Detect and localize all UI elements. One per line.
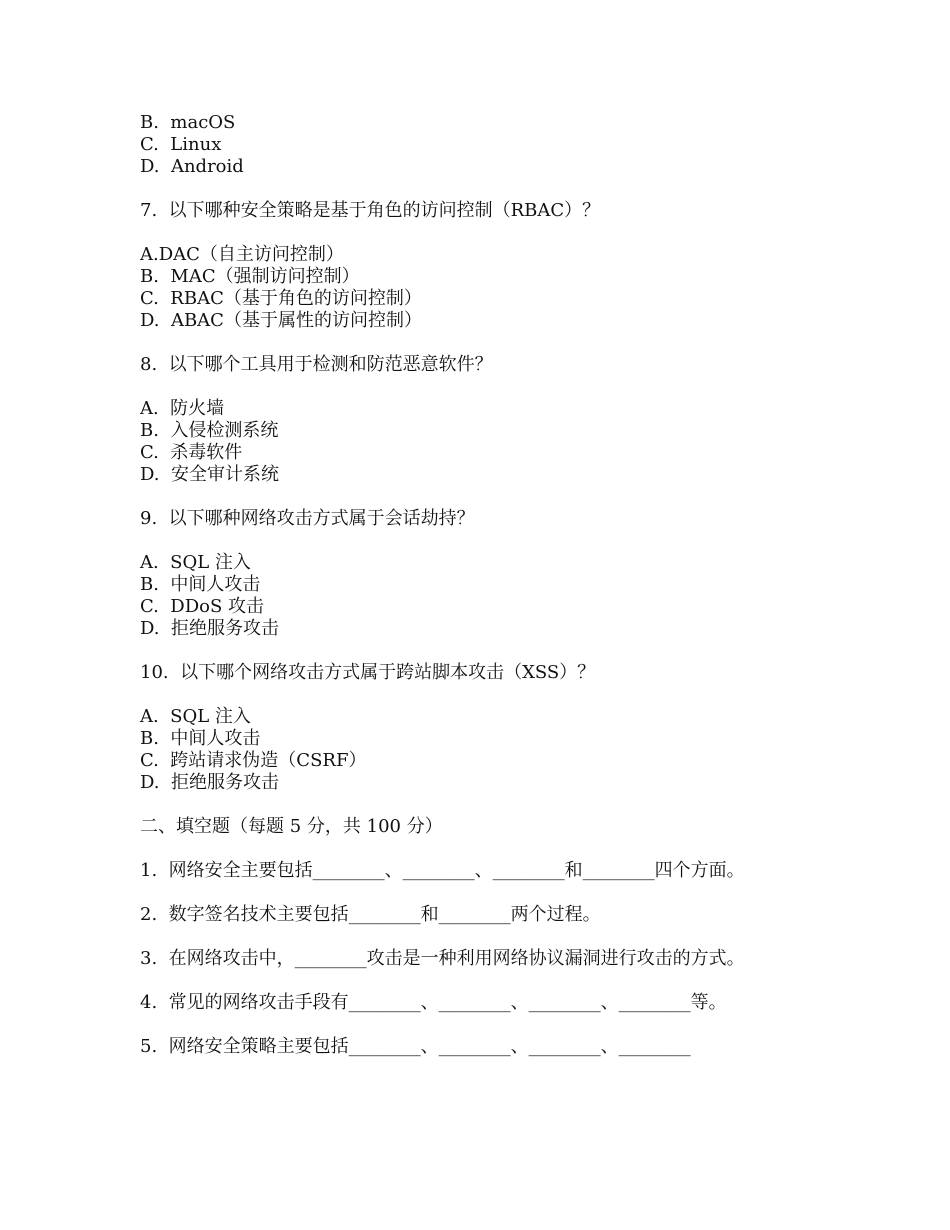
- option-a: A.DAC（自主访问控制）: [140, 244, 344, 265]
- option-b: B. macOS: [140, 112, 236, 133]
- fill-item-1: 1. 网络安全主要包括________、________、________和________四个方面。: [140, 860, 745, 881]
- fill-item-3: 3. 在网络攻击中，________攻击是一种利用网络协议漏洞进行攻击的方式。: [140, 948, 745, 969]
- exam-page: [140, 112, 810, 1058]
- option-d: D. 拒绝服务攻击: [140, 772, 279, 793]
- question-7: [140, 200, 810, 332]
- question-text: 9. 以下哪种网络攻击方式属于会话劫持？: [140, 508, 475, 529]
- option-c: C. RBAC（基于角色的访问控制）: [140, 288, 422, 309]
- option-a: A. 防火墙: [140, 398, 225, 419]
- option-b: B. 入侵检测系统: [140, 420, 279, 441]
- fill-item-5: 5. 网络安全策略主要包括________、________、________、________: [140, 1036, 691, 1057]
- option-d: D. 拒绝服务攻击: [140, 618, 279, 639]
- option-a: A. SQL 注入: [140, 552, 251, 573]
- option-c: C. Linux: [140, 134, 222, 155]
- option-c: C. 杀毒软件: [140, 442, 243, 463]
- question-9: [140, 508, 810, 640]
- question-text: 8. 以下哪个工具用于检测和防范恶意软件？: [140, 354, 493, 375]
- option-d: D. Android: [140, 156, 244, 177]
- option-a: A. SQL 注入: [140, 706, 251, 727]
- question-text: 7. 以下哪种安全策略是基于角色的访问控制（RBAC）？: [140, 200, 601, 221]
- option-c: C. DDoS 攻击: [140, 596, 265, 617]
- question-text: 10. 以下哪个网络攻击方式属于跨站脚本攻击（XSS）？: [140, 662, 596, 683]
- fill-item-4: 4. 常见的网络攻击手段有________、________、________、________等。: [140, 992, 727, 1013]
- question-8: [140, 354, 810, 486]
- section-heading: 二、填空题（每题 5 分，共 100 分）: [140, 816, 443, 837]
- option-b: B. 中间人攻击: [140, 574, 261, 595]
- option-b: B. 中间人攻击: [140, 728, 261, 749]
- question-10: [140, 662, 810, 794]
- fill-item-2: 2. 数字签名技术主要包括________和________两个过程。: [140, 904, 601, 925]
- option-d: D. ABAC（基于属性的访问控制）: [140, 310, 422, 331]
- option-c: C. 跨站请求伪造（CSRF）: [140, 750, 367, 771]
- option-b: B. MAC（强制访问控制）: [140, 266, 360, 287]
- prior-options: [140, 112, 810, 178]
- option-d: D. 安全审计系统: [140, 464, 279, 485]
- section-fill-in: [140, 816, 810, 1058]
